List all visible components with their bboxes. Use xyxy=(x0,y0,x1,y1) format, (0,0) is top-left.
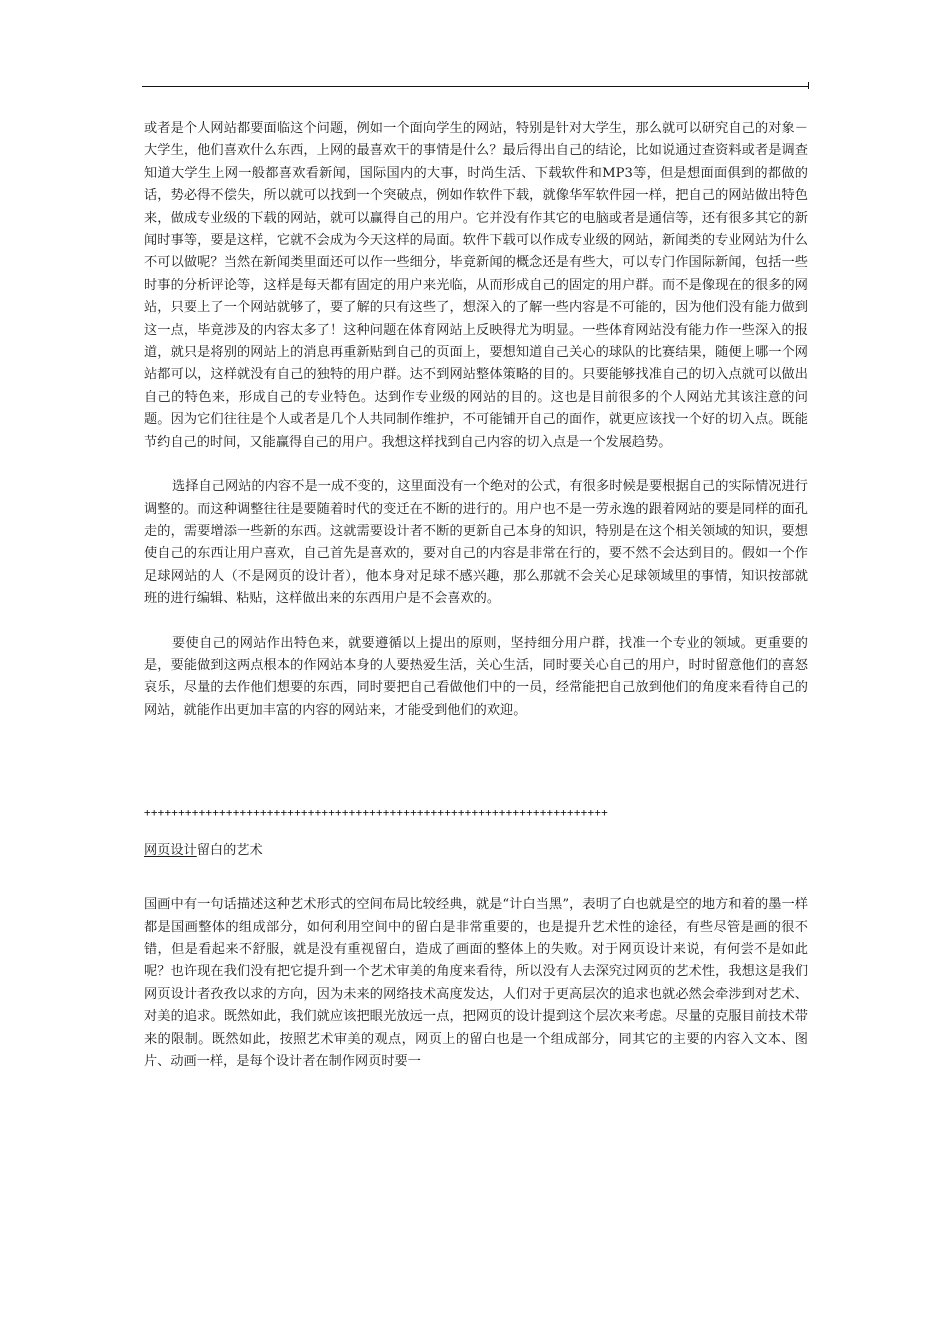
paragraph-3: 要使自己的网站作出特色来，就要遵循以上提出的原则，坚持细分用户群，找准一个专业的领域。更重要的是，要能做到这两点根本的作网站本身的人要热爱生活，关心生活，同时要关心自己的用户，时时留意他们的喜怒哀乐，尽量的去作他们想要的东西，同时要把自己看做他们中的一员，经常能把自己放到他们的角度来看待自己的网站，就能作出更加丰富的内容的网站来，才能受到他们的欢迎。 xyxy=(144,635,808,718)
title-gap xyxy=(144,862,808,894)
section-body-paragraph: 国画中有一句话描述这种艺术形式的空间布局比较经典，就是“计白当黑”，表明了白也就是空的地方和着的墨一样都是国画整体的组成部分，如何利用空间中的留白是非常重要的，也是提升艺术性的途径，有些尽管是画的很不错，但是看起来不舒服，就是没有重视留白，造成了画面的整体上的失败。对于网页设计来说，有何尝不是如此呢？也许现在我们没有把它提升到一个艺术审美的角度来看待，所以没有人去深究过网页的艺术性，我想这是我们网页设计者孜孜以求的方向，因为未来的网络技术高度发达，人们对于更高层次的追求也就必然会牵涉到对艺术、对美的追求。既然如此，我们就应该把眼光放远一点，把网页的设计提到这个层次来考虑。尽量的克服目前技术带来的限制。既然如此，按照艺术审美的观点，网页上的留白也是一个组成部分，同其它的主要的内容入文本、图片、动画一样，是每个设计者在制作网页时要一 xyxy=(144,897,808,1069)
header-rule xyxy=(142,86,808,87)
paragraph-gap xyxy=(144,611,808,633)
paragraph-gap xyxy=(144,454,808,476)
plus-separator: ++++++++++++++++++++++++++++++++++++++++++++++++++++++++++++++++++++ xyxy=(144,806,608,820)
section-title xyxy=(144,840,808,862)
section-title-rest: 留白的艺术 xyxy=(196,843,263,859)
paragraph-1: 或者是个人网站都要面临这个问题，例如一个面向学生的网站，特别是针对大学生，那么就可以研究自己的对象－大学生，他们喜欢什么东西，上网的最喜欢干的事情是什么？最后得出自己的结论，比如说通过查资料或者是调查知道大学生上网一般都喜欢看新闻，国际国内的大事，时尚生活、下载软件和MP3等，但是想面面俱到的都做的话，势必得不偿失，所以就可以找到一个突破点，例如作软件下载，就像华军软件园一样，把自己的网站做出特色来，做成专业级的下载的网站，就可以赢得自己的用户。它并没有作其它的电脑或者是通信等，还有很多其它的新闻时事等，要是这样，它就不会成为今天这样的局面。软件下载可以作成专业级的网站，新闻类的专业网站为什么不可以做呢？当然在新闻类里面还可以作一些细分，毕竟新闻的概念还是有些大，可以专门作国际新闻，包括一些时事的分析评论等，这样是每天都有固定的用户来光临，从而形成自己的固定的用户群。而不是像现在的很多的网站，只要上了一个网站就够了，要了解的只有这些了，想深入的了解一些内容是不可能的，因为他们没有能力做到这一点，毕竟涉及的内容太多了！这种问题在体育网站上反映得尤为明显。一些体育网站没有能力作一些深入的报道，就只是将别的网站上的消息再重新贴到自己的页面上，要想知道自己关心的球队的比赛结果，随便上哪一个网站都可以，这样就没有自己的独特的用户群。达不到网站整体策略的目的。只要能够找准自己的切入点就可以做出自己的特色来，形成自己的专业特色。达到作专业级的网站的目的。这也是目前很多的个人网站尤其该注意的问题。因为它们往往是个人或者是几个人共同制作维护，不可能铺开自己的面作，就更应该找一个好的切入点。既能节约自己的时间，又能赢得自己的用户。我想这样找到自己内容的切入点是一个发展趋势。 xyxy=(144,121,808,450)
paragraph-2: 选择自己网站的内容不是一成不变的，这里面没有一个绝对的公式，有很多时候是要根据自己的实际情况进行调整的。而这种调整往往是要随着时代的变迁在不断的进行的。用户也不是一劳永逸的跟着网站的要是同样的面孔走的，需要增添一些新的东西。这就需要设计者不断的更新自己本身的知识，特别是在这个相关领域的知识，要想使自己的东西让用户喜欢，自己首先是喜欢的，要对自己的内容是非常在行的，要不然不会达到目的。假如一个作足球网站的人（不是网页的设计者），他本身对足球不感兴趣，那么那就不会关心足球领域里的事情，知识按部就班的进行编辑、粘贴，这样做出来的东西用户是不会喜欢的。 xyxy=(144,479,808,607)
separator-gap xyxy=(144,824,808,840)
section-title-link[interactable]: 网页设计 xyxy=(144,843,197,859)
section-gap xyxy=(144,722,808,802)
document-body xyxy=(144,118,808,1073)
header-rule-tick xyxy=(808,82,809,89)
